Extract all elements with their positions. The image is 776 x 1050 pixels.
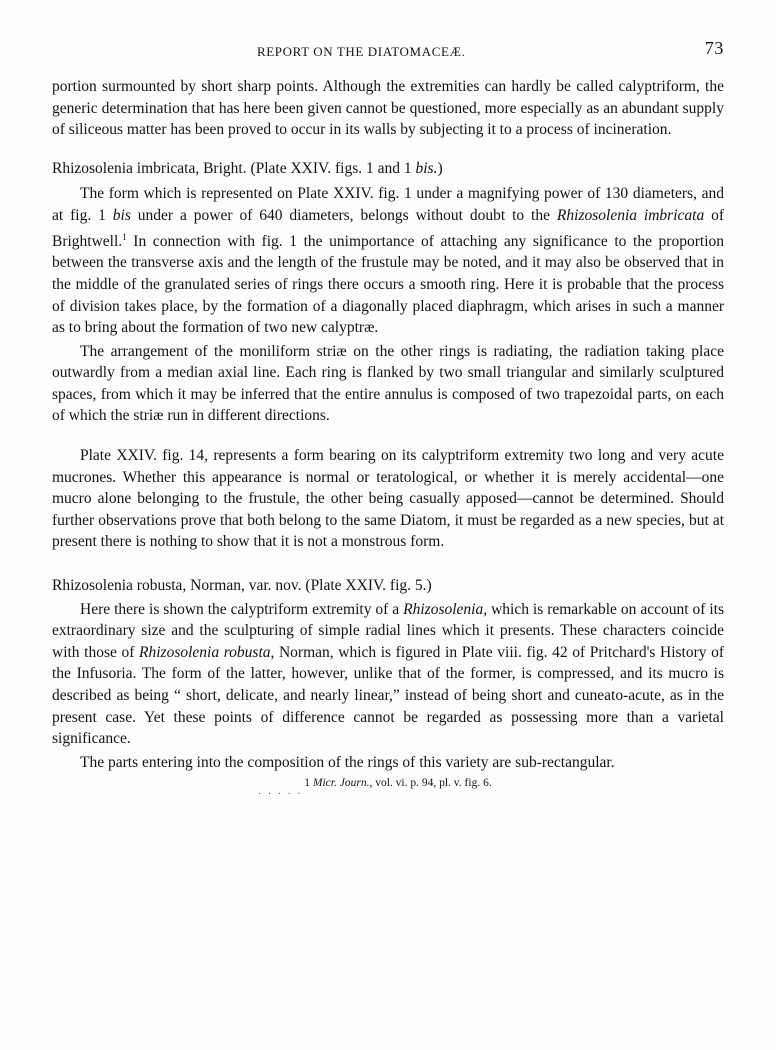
heading-close: ): [437, 159, 443, 177]
footnote-text: vol. vi. p. 94, pl. v. fig. 6.: [375, 777, 492, 790]
paragraph-robusta-description: [52, 599, 724, 750]
text-span: under a power of 640 diameters, belongs without doubt to the: [137, 206, 550, 224]
text-span: In connection with fig. 1 the unimportance of attaching any significance to the proportion between the transverse axis and the length of the frustule may be noted, and it may also be observed that in the middle of the granulated series of rings there occurs a smooth ring. Here it is probable that the process of division takes place, by the formation of a diagonally placed diaphragm, which arises in such a manner as to bring about the formation of two new calyptræ.: [52, 232, 724, 337]
footnote: [52, 777, 724, 789]
italic-species: Rhizosolenia robusta,: [139, 643, 275, 661]
paragraph-fig14: Plate XXIV. fig. 14, represents a form bearing on its calyptriform extremity two long and very acute mucrones. Whether this appearance is normal or teratological, or whether it is merely accidental—one mucro alone belonging to the frustule, the other being casually apposed—cannot be determined. Should further observations prove that both belong to the same Diatom, it must be regarded as a new species, but at present there is nothing to show that it is not a monstrous form.: [52, 447, 724, 551]
page: [52, 38, 724, 800]
heading-plate-ref: (Plate XXIV. figs. 1 and 1: [250, 159, 412, 177]
text-span: The form which is represented on Plate XXIV. fig. 1 under a magnifying power of 130 diameters, and at fig. 1: [52, 185, 724, 224]
page-number: 73: [704, 38, 724, 58]
text-span: which is remarkable on account of its extraordinary size and the sculpturing of simple radial lines which it presents. These characters coincide with those of: [52, 600, 725, 661]
running-header: [52, 38, 724, 62]
footnote-ref: 1: [122, 231, 127, 242]
heading-species-name: Rhizosolenia imbricata, Bright.: [52, 159, 247, 177]
text-span: Here there is shown the calyptriform extremity of a: [80, 600, 400, 618]
italic-species: Rhizosolenia imbricata: [556, 206, 705, 224]
footnote-mark: 1: [304, 777, 311, 790]
paragraph-continuation: portion surmounted by short sharp points. Although the extremities can hardly be called calyptriform, the generic determination that has here been given cannot be questioned, more especially as an abundant supply of siliceous matter has been proved to occur in its walls by subjecting it to a process of incineration.: [52, 78, 724, 139]
section-heading-imbricata: [52, 158, 724, 180]
italic-bis: bis: [112, 206, 131, 224]
running-title: REPORT ON THE DIATOMACEÆ.: [257, 44, 466, 59]
section-heading-robusta: Rhizosolenia robusta, Norman, var. nov. (Plate XXIV. fig. 5.): [52, 577, 432, 595]
text-span: Norman, which is figured in Plate viii. fig. 42 of Pritchard's History of the Infusoria. The form of the latter, however, unlike that of the former, is compressed, and its mucro is described as being “ short, delicate, and nearly linear,” instead of being short and cuneato-acute, as in the present case. Yet these points of difference cannot be regarded as possessing more than a varietal significance.: [52, 643, 725, 748]
heading-bis: bis.: [415, 159, 438, 177]
dot-divider: · · · · ·: [258, 789, 303, 801]
text-span: of Brightwell.: [52, 206, 725, 250]
footnote-journal: Micr. Journ.,: [312, 777, 373, 790]
paragraph-rings: The parts entering into the composition of the rings of this variety are sub-rectangular.: [80, 753, 615, 771]
paragraph-imbricata-description: [52, 183, 724, 338]
paragraph-striae-arrangement: The arrangement of the moniliform striæ on the other rings is radiating, the radiation taking place outwardly from a median axial line. Each ring is flanked by two small triangular and similarly sculptured spaces, from which it may be inferred that the entire annulus is composed of two trapezoidal parts, on each of which the striæ run in different directions.: [52, 342, 724, 425]
italic-genus: Rhizosolenia,: [403, 600, 488, 618]
